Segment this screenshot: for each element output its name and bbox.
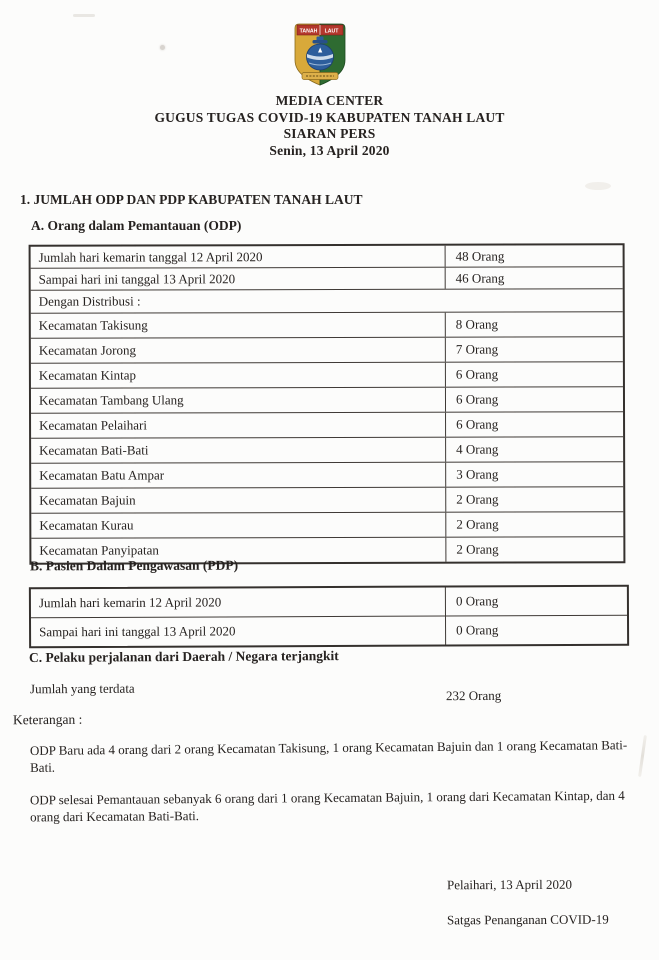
table-row-distribution-header xyxy=(31,288,623,313)
row-value: 2 Orang xyxy=(456,516,499,532)
table-row xyxy=(31,511,623,538)
travelers-count-label: Jumlah yang terdata xyxy=(29,680,135,697)
row-label: Jumlah hari kemarin tanggal 12 April 2020 xyxy=(31,246,446,268)
table-row xyxy=(31,245,623,268)
section-a-title: A. Orang dalam Pemantauan (ODP) xyxy=(31,218,242,233)
section-b-title: B. Pasien Dalam Pengawasan (PDP) xyxy=(29,557,239,574)
scan-artifact xyxy=(160,45,165,50)
table-row xyxy=(31,336,623,363)
table-row xyxy=(31,587,627,618)
row-value: 2 Orang xyxy=(456,491,499,507)
odp-table xyxy=(29,243,626,565)
document-header xyxy=(0,93,659,159)
distribution-header-label: Dengan Distribusi : xyxy=(38,293,141,309)
row-label: Kecamatan Takisung xyxy=(31,313,446,338)
table-row xyxy=(31,411,623,438)
signature-organization: Satgas Penanganan COVID-19 xyxy=(446,911,609,928)
row-value: 0 Orang xyxy=(456,622,499,638)
row-label: Kecamatan Kintap xyxy=(31,363,446,388)
table-row xyxy=(31,386,623,413)
row-label: Kecamatan Tambang Ulang xyxy=(31,388,446,413)
row-label: Jumlah hari kemarin 12 April 2020 xyxy=(31,587,446,617)
row-value: 8 Orang xyxy=(455,316,499,332)
section-c-title: C. Pelaku perjalanan dari Daerah / Negara terjangkit xyxy=(28,648,339,665)
shield-emblem-icon xyxy=(291,21,349,88)
row-label: Kecamatan Batu Ampar xyxy=(31,463,446,488)
table-row xyxy=(31,311,623,338)
table-row xyxy=(31,266,623,290)
row-value: 2 Orang xyxy=(456,541,499,557)
row-value: 0 Orang xyxy=(455,593,499,609)
header-gugus-tugas: GUGUS TUGAS COVID-19 KABUPATEN TANAH LAUT xyxy=(154,109,505,125)
row-value: 6 Orang xyxy=(455,366,499,382)
row-label: Kecamatan Pelaihari xyxy=(31,413,446,438)
row-label: Kecamatan Bati-Bati xyxy=(31,438,446,463)
header-media-center: MEDIA CENTER xyxy=(275,93,384,108)
table-row xyxy=(31,436,623,463)
row-value: 7 Orang xyxy=(455,341,499,357)
row-value: 6 Orang xyxy=(455,391,499,407)
row-value: 4 Orang xyxy=(456,441,499,457)
table-row xyxy=(31,461,623,488)
table-row xyxy=(31,615,627,647)
row-label: Kecamatan Bajuin xyxy=(31,488,446,513)
section-1-title: 1. JUMLAH ODP DAN PDP KABUPATEN TANAH LAUT xyxy=(20,192,363,207)
row-label: Sampai hari ini tanggal 13 April 2020 xyxy=(31,616,446,646)
row-label: Sampai hari ini tanggal 13 April 2020 xyxy=(31,268,446,290)
table-row xyxy=(31,361,623,388)
table-row xyxy=(31,486,623,513)
header-date: Senin, 13 April 2020 xyxy=(269,142,390,158)
row-label: Kecamatan Kurau xyxy=(31,513,446,538)
row-value: 46 Orang xyxy=(455,270,505,286)
row-label: Kecamatan Panyipatan xyxy=(31,538,446,563)
scan-artifact xyxy=(585,182,611,190)
travelers-count-value: 232 Orang xyxy=(445,687,502,704)
svg-text:TANAH: TANAH xyxy=(299,28,318,35)
row-value: 3 Orang xyxy=(456,466,499,482)
scan-artifact xyxy=(73,14,95,17)
pdp-table xyxy=(29,585,629,649)
notes-paragraph-2: ODP selesai Pemantauan sebanyak 6 orang dari 1 orang Kecamatan Bajuin, 1 orang dari Kecamatan Kintap, dan 4 orang dari Kecamatan Bati-Bati. xyxy=(29,787,625,825)
notes-title: Keterangan : xyxy=(12,711,83,728)
tanah-laut-seal-logo xyxy=(291,21,349,88)
notes-paragraph-1: ODP Baru ada 4 orang dari 2 orang Kecamatan Takisung, 1 orang Kecamatan Bajuin dan 1 orang Kecamatan Bati-Bati. xyxy=(29,737,628,775)
row-value: 6 Orang xyxy=(456,416,499,432)
signature-place-date: Pelaihari, 13 April 2020 xyxy=(446,876,572,893)
svg-text:LAUT: LAUT xyxy=(324,28,339,35)
row-value: 48 Orang xyxy=(455,248,505,264)
header-siaran-pers: SIARAN PERS xyxy=(283,126,376,141)
row-label: Kecamatan Jorong xyxy=(31,338,446,363)
